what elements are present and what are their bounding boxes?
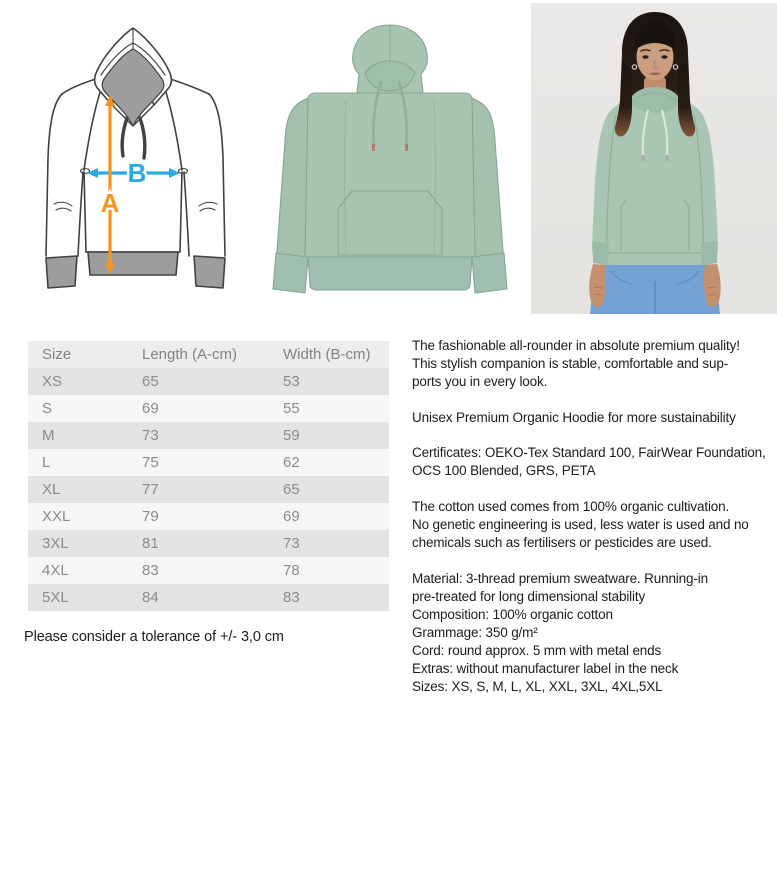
table-row [28, 503, 389, 530]
size-cell: XXL [42, 508, 71, 525]
description-paragraph: The cotton used comes from 100% organic cultivation. No genetic engineering is used, less water is used and no chemicals such as fertilisers or pesticides are used. [412, 499, 749, 551]
size-table-body [28, 368, 389, 611]
length-arrow [101, 95, 120, 274]
length-label: A [100, 188, 120, 218]
size-cell: S [42, 400, 53, 417]
table-row [28, 395, 389, 422]
width-label: B [127, 158, 147, 188]
width-cell: 55 [283, 400, 300, 417]
length-cell: 77 [142, 481, 159, 498]
tolerance-note: Please consider a tolerance of +/- 3,0 cm [24, 629, 284, 645]
width-cell: 69 [283, 508, 300, 525]
table-row [28, 449, 389, 476]
width-cell: 65 [283, 481, 300, 498]
size-cell: M [42, 427, 55, 444]
column-header-width: Width (B-cm) [283, 346, 371, 363]
measurement-diagram [28, 12, 243, 304]
description-paragraph: Certificates: OEKO-Tex Standard 100, FairWear Foundation, OCS 100 Blended, GRS, PETA [412, 445, 766, 479]
model-left-hand [589, 264, 606, 307]
size-cell: XL [42, 481, 61, 498]
column-header-length: Length (A-cm) [142, 346, 238, 363]
hem-band [88, 252, 178, 275]
model-hoodie [592, 95, 718, 265]
width-cell: 73 [283, 535, 300, 552]
description-paragraph: Unisex Premium Organic Hoodie for more sustainability [412, 409, 736, 425]
width-cell: 83 [283, 589, 300, 606]
length-cell: 81 [142, 535, 159, 552]
size-cell: 5XL [42, 589, 69, 606]
width-cell: 59 [283, 427, 300, 444]
product-description [412, 337, 774, 714]
product-photo-model [531, 3, 777, 314]
size-cell: 4XL [42, 562, 69, 579]
length-cell: 75 [142, 454, 159, 471]
right-cuff [194, 256, 225, 288]
width-cell: 53 [283, 373, 300, 390]
table-row [28, 422, 389, 449]
table-row [28, 476, 389, 503]
table-row [28, 368, 389, 395]
size-cell: 3XL [42, 535, 69, 552]
length-cell: 73 [142, 427, 159, 444]
length-cell: 69 [142, 400, 159, 417]
left-cuff [46, 256, 77, 288]
size-cell: XS [42, 373, 63, 390]
table-row [28, 530, 389, 557]
table-row [28, 557, 389, 584]
column-header-size: Size [42, 346, 72, 363]
model-right-hand [704, 264, 721, 307]
length-cell: 84 [142, 589, 159, 606]
description-paragraph: The fashionable all-rounder in absolute premium quality! This stylish companion is stable, comfortable and sup- ports you in every look. [412, 338, 740, 390]
width-cell: 62 [283, 454, 300, 471]
width-arrow [87, 158, 180, 188]
length-cell: 83 [142, 562, 159, 579]
size-table-header-row [28, 341, 389, 368]
length-cell: 65 [142, 373, 159, 390]
description-paragraph: Material: 3-thread premium sweatware. Running-in pre-treated for long dimensional stability Composition: 100% organic cotton Grammage: 350 g/m² Cord: round approx. 5 mm with metal ends Extras: without manufacturer label in the neck Sizes: XS, S, M, L, XL, XXL, 3XL, 4XL,5XL [412, 570, 708, 695]
product-photo-flat [262, 5, 518, 308]
length-cell: 79 [142, 508, 159, 525]
size-table [28, 341, 389, 611]
table-row [28, 584, 389, 611]
width-cell: 78 [283, 562, 300, 579]
size-cell: L [42, 454, 51, 471]
